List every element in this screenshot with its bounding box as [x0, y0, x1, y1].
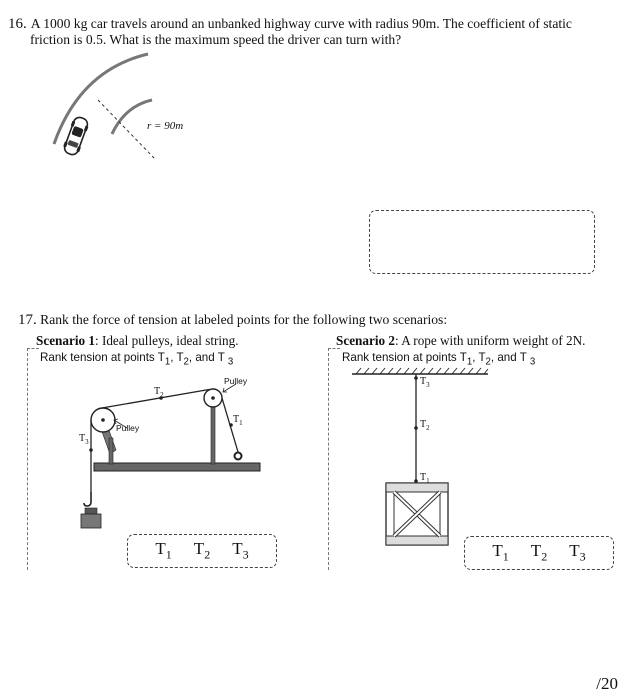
point-t3-dot	[89, 448, 93, 452]
scenario-2-t3-label	[420, 376, 430, 389]
point-t3-dot	[414, 376, 418, 380]
s2-ans-t2-sub: 2	[541, 549, 548, 564]
s2-ans-t1-sub: 1	[502, 549, 509, 564]
s2-t1-sub: 1	[426, 477, 430, 485]
rank-prefix: Rank tension at points T	[40, 351, 165, 364]
scenario-1-title-bold: Scenario 1	[36, 333, 95, 348]
s2-t3-letter: T	[420, 376, 427, 387]
s1-t1-sub: 1	[239, 419, 243, 427]
s1-t1-letter: T	[233, 414, 240, 425]
rank-sub-1: 1	[164, 356, 171, 368]
scenario-1-title-rest: : Ideal pulleys, ideal string.	[94, 333, 239, 348]
point-t2-dot	[414, 426, 418, 430]
inner-road-edge	[112, 100, 152, 134]
weight-hook	[84, 492, 91, 506]
ceiling-hatching	[356, 368, 488, 374]
left-pulley-label: Pulley	[116, 423, 140, 433]
s1-ans-t2-sub: 2	[204, 547, 211, 562]
right-pulley-pole	[211, 398, 215, 464]
s1-answer-t3	[232, 539, 248, 562]
highway-curve-diagram	[40, 48, 220, 168]
s2-t2-letter: T	[420, 419, 427, 430]
question-16-line1: A 1000 kg car travels around an unbanked highway curve with radius 90m. The coefficient of static	[30, 16, 572, 31]
s1-answer-t2	[194, 539, 210, 562]
s2-ans-t1-letter: T	[492, 541, 503, 561]
s1-ans-t3-sub: 3	[242, 547, 249, 562]
rank2-sub-1: 1	[466, 356, 473, 368]
question-17-prompt: Rank the force of tension at labeled points for the following two scenarios:	[40, 312, 448, 327]
table-surface	[94, 463, 260, 471]
s1-t2-letter: T	[154, 386, 161, 397]
rank2-sub-3: 3	[529, 356, 536, 368]
s1-ans-t3-letter: T	[232, 539, 243, 559]
rank-sub-3: 3	[227, 356, 234, 368]
scenario-2-title-rest: : A rope with uniform weight of 2N.	[394, 333, 586, 348]
outer-road-edge	[54, 54, 148, 144]
scenario-1-rank-instruction: Rank tension at points $T_1$, $T_2$, and T $_3$	[40, 351, 234, 368]
scenario-2-answer-box[interactable]	[464, 536, 614, 570]
scenario-1-top-dashed-border	[27, 348, 39, 349]
scenario-2-t2-label	[420, 419, 430, 432]
radius-label: r = 90m	[147, 120, 184, 132]
s2-ans-t3-sub: 3	[579, 549, 586, 564]
question-16-line2: friction is 0.5. What is the maximum speed the driver can turn with?	[30, 32, 402, 47]
point-t1-dot	[414, 479, 418, 483]
s2-t3-sub: 3	[426, 381, 430, 389]
pulley-system-diagram	[72, 370, 272, 540]
scenario-2-top-dashed-border	[328, 348, 340, 349]
rank2-suffix: , and T	[490, 351, 527, 364]
rank-suffix: , and T	[188, 351, 225, 364]
scenario-2-title-bold: Scenario 2	[336, 333, 395, 348]
scenario-2-title	[336, 333, 585, 349]
question-16-number: 16.	[8, 16, 27, 32]
rank2-sub-2: 2	[485, 356, 491, 368]
s1-t3-sub: 3	[85, 438, 89, 446]
page-number: /20	[596, 674, 618, 693]
scenario-1-t1-label	[233, 414, 243, 427]
crate	[386, 483, 448, 545]
s2-answer-t1	[492, 541, 508, 564]
scenario-1-answer-box[interactable]	[127, 534, 277, 568]
scenario-1-left-dashed-border	[27, 348, 28, 570]
s1-ans-t1-letter: T	[155, 539, 166, 559]
scenario-1-title	[36, 333, 239, 349]
question-16-text	[8, 16, 614, 48]
s1-t3-letter: T	[79, 433, 86, 444]
s1-answer-t1	[155, 539, 171, 562]
s2-ans-t3-letter: T	[569, 541, 580, 561]
hanging-weight-top	[85, 508, 97, 514]
radius-line	[98, 100, 154, 158]
scenario-2-rank-instruction: Rank tension at points $T_1$, $T_2$, and T $_3$	[342, 351, 536, 368]
rank2-point-2: T	[478, 351, 486, 364]
s2-answer-t2	[531, 541, 547, 564]
car-icon	[62, 115, 91, 157]
rank-point-2: T	[176, 351, 184, 364]
question-16-answer-box[interactable]	[369, 210, 595, 274]
hanging-rope-crate-diagram	[346, 364, 496, 549]
s2-t2-sub: 2	[426, 424, 430, 432]
question-17-number: 17.	[18, 312, 37, 328]
rank2-prefix: Rank tension at points T	[342, 351, 467, 364]
s2-t1-letter: T	[420, 472, 427, 483]
scenario-1-t3-label	[79, 433, 89, 446]
s1-t2-sub: 2	[160, 391, 164, 399]
right-pulley-label: Pulley	[224, 376, 248, 386]
s1-ans-t2-letter: T	[193, 539, 205, 559]
question-17-text	[18, 312, 447, 329]
scenario-2-left-dashed-border	[328, 348, 329, 570]
s2-answer-t3	[569, 541, 585, 564]
s1-ans-t1-sub: 1	[165, 547, 172, 562]
s2-ans-t2-letter: T	[530, 541, 542, 561]
scenario-2-t1-label	[420, 472, 430, 485]
hanging-weight	[81, 514, 101, 528]
rank-sub-2: 2	[183, 356, 189, 368]
string-anchor	[235, 453, 242, 460]
scenario-1-t2-label	[154, 386, 164, 399]
